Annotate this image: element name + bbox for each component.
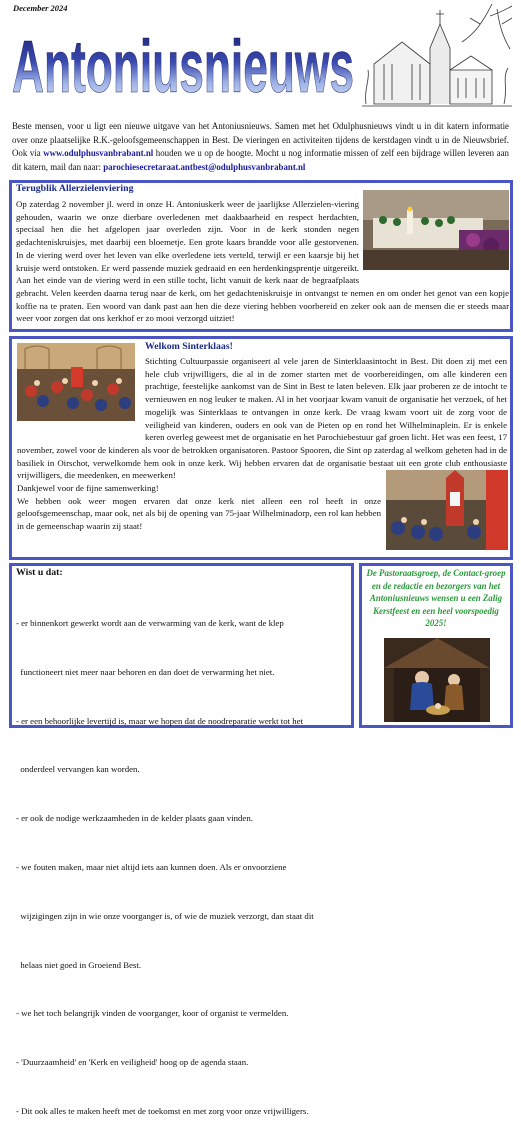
article-sinterklaas-p3: We hebben ook weer mogen ervaren dat onze kerk niet alleen een rol heeft in onze geloofsgemeenschap, maar ook, net als bij de opening van 75-jaar Wilhelminadorp, een rol kan hebben in de gemeenschap waarin zij staat! — [17, 495, 381, 532]
facts-line: - 'Duurzaamheid' en 'Kerk en veiligheid' hoog op de agenda staan. — [16, 1057, 249, 1068]
intro-text-2: houden we u op de hoogte. Mocht u nog informatie missen of zelf een bijdrage willen leveren aan dit katern, mail dan naar: — [12, 148, 509, 172]
article-sinterklaas-p2: Dankjewel voor de fijne samenwerking! — [17, 483, 159, 494]
facts-line: - er ook de nodige werkzaamheden in de kelder plaats gaan vinden. — [16, 813, 253, 824]
masthead-text: Antoniusnieuws — [12, 25, 354, 108]
facts-line: - er een behoorlijke levertijd is, maar we hopen dat de noodreparatie werkt tot het — [16, 715, 304, 726]
masthead-title — [10, 12, 358, 108]
facts-line: onderdeel vervangen kan worden. — [16, 764, 140, 775]
facts-line: functioneert niet meer naar behoren en dan doet de verwarming het niet. — [16, 666, 275, 677]
greeting-text: De Pastoraatsgroep, de Contact-groep en de redactie en bezorgers van het Antoniusnieuws wensen u een Zalig Kerstfeest en een heel voorspoedig 2025! — [366, 568, 506, 629]
issue-date: December 2024 — [13, 3, 68, 13]
facts-line: - we het toch belangrijk vinden de voorganger, koor of organist te vermelden. — [16, 1008, 289, 1019]
article-sinterklaas-text-flow — [17, 355, 508, 555]
facts-list — [16, 581, 350, 1136]
facts-line: - Dit ook alles te maken heeft met de toekomst en met zorg voor onze vrijwilligers. — [16, 1105, 309, 1116]
intro-text-1: Beste mensen, voor u ligt een nieuwe uitgave van het Antoniusnieuws. Samen met het Odulphusnieuws vindt u in dit katern informatie over onze plaatselijke R.K.-geloofsgemeenschappen in Best. De vieringen en activiteiten tijdens de kerstdagen vindt u in de Nieuwsbrief. Ook via — [12, 121, 509, 158]
facts-title: Wist u dat: — [16, 567, 63, 578]
article-allerzielen-body — [16, 198, 509, 328]
article-allerzielen-title: Terugblik Allerzielenviering — [16, 183, 134, 194]
email-link[interactable]: parochiesecretaraat.antbest@odulphusvanbrabant.nl — [103, 161, 306, 172]
facts-line: helaas niet goed in Groeiend Best. — [16, 959, 142, 970]
facts-line: - er binnenkort gewerkt wordt aan de verwarming van de kerk, want de klep — [16, 618, 284, 628]
facts-line: wijzigingen zijn in wie onze voorganger is, of wie de muziek verzorgt, dan staat dit — [16, 910, 314, 921]
article-sinterklaas-title: Welkom Sinterklaas! — [145, 341, 233, 352]
intro-paragraph — [12, 120, 509, 174]
nativity-photo — [384, 638, 490, 722]
church-drawing — [362, 4, 512, 110]
article-allerzielen-text: Op zaterdag 2 november jl. werd in onze H. Antoniuskerk weer de jaarlijkse Allerzielen-viering gehouden, waarin we onze dierbare overledenen met daakbaarheid en respect herdachten, speciaal hen die het afgelopen jaar overleden zijn. Voor in de kerk stonden negen gedachteniskruisjes, met daarbij een bloemetje. Een grote kaars brandde voor alle gestorvenen. In de viering werd over het leven van elke overledene iets verteld, terwijl er een kaarsje bij het kruisje werd ontstoken. Er werd passende muziek gedraaid en een herdenkingsprentje uitgereikt. Aan het einde van de viering werd in een stille tocht, licht vanuit de kerk naar de begraafplaats gebracht. Velen keerden daarna terug naar de kerk, om het gedachteniskruisje in ontvangst te nemen en om onder het genot van een kopje koffie na te praten. Een woord van dank past aan hen die deze viering hebben voorbereid en zeker ook aan de mensen die er steeds maar weer voor zorgen dat ons kerkhof er zo mooi verzorgd uitziet! — [16, 199, 509, 324]
article-sinterklaas-p1: Stichting Cultuurpassie organiseert al vele jaren de Sinterklaasintocht in Best. Dit doen zij met een hele club vrijwilligers, die al in de zomer starten met de voorbereidingen, om alle kinderen een prachtige, feestelijke aankomst van de Sint in Best te laten beleven. Elk jaar proberen ze de intocht te vernieuwen en nog leuker te maken. Al in het voorjaar kwam vanuit de organisatie het verzoek, of het mogelijk was Sinterklaas te ontvangen in onze kerk. De vraag kwam voort uit de zorg voor de veiligheid van kinderen, ouders en ook van de Pieten op en rond het Wilhelminaplein. Er is enkele keren overleg geweest met de organisatie en het Parochiebestuur gaf groen licht. Het was een feest, 17 november, zowel voor de kinderen als voor de betrokken organisatoren. Pastoor Spooren, die Sint op zaterdag al welkom geheten had in de basiliek in Oirschot, verwelkomde hem ook in onze kerk. Wij hebben ervaren dat de organisatie bestaat uit een grote club enthousiaste vrijwilligers, die meedenken, en meewerken! — [17, 356, 508, 481]
facts-line: - we fouten maken, maar niet altijd iets aan kunnen doen. Als er onvoorziene — [16, 861, 287, 872]
website-link[interactable]: www.odulphusvanbrabant.nl — [43, 148, 154, 158]
